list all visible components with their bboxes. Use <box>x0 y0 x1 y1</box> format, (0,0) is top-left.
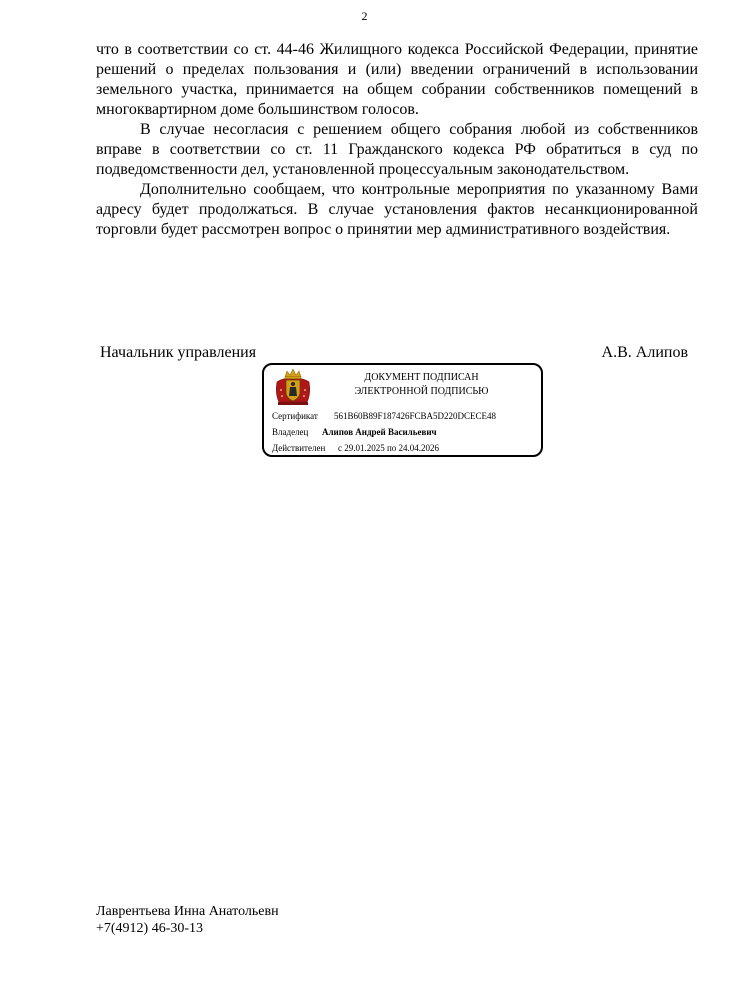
paragraph-2: В случае несогласия с решением общего собрания любой из собственников вправе в соответствии со ст. 11 Гражданского кодекса РФ обратиться в суд по подведомственности дел, установленной процессуальным законодательством. <box>96 121 698 178</box>
paragraph-3: Дополнительно сообщаем, что контрольные мероприятия по указанному Вами адресу будет продолжаться. В случае установления фактов несанкционированной торговли будет рассмотрен вопрос о принятии мер административного воздействия. <box>96 181 698 238</box>
signature-block <box>100 343 688 363</box>
executor-block <box>96 903 279 937</box>
stamp-heading-line-2: ЭЛЕКТРОННОЙ ПОДПИСЬЮ <box>354 386 489 397</box>
signer-name: А.В. Алипов <box>601 344 688 361</box>
electronic-signature-stamp <box>262 363 543 457</box>
owner-value: Алипов Андрей Васильевич <box>322 427 437 437</box>
stamp-owner-row <box>272 426 437 438</box>
certificate-label: Сертификат <box>272 411 318 421</box>
paragraph-1: что в соответствии со ст. 44-46 Жилищного кодекса Российской Федерации, принятие решений о пределах пользования и (или) введении ограничений в использовании земельного участка, принимается на общем собрании собственников помещений в многоквартирном доме большинством голосов. <box>96 41 698 118</box>
executor-name: Лаврентьева Инна Анатольевн <box>96 904 279 919</box>
stamp-heading <box>319 371 524 399</box>
validity-label: Действителен <box>272 443 326 453</box>
signer-position: Начальник управления <box>100 344 257 361</box>
coat-of-arms-emblem <box>274 368 312 408</box>
validity-value: с 29.01.2025 по 24.04.2026 <box>338 443 440 453</box>
owner-label: Владелец <box>272 427 309 437</box>
stamp-validity-row <box>272 442 439 454</box>
executor-phone: +7(4912) 46-30-13 <box>96 921 204 936</box>
page-number: 2 <box>361 9 368 23</box>
certificate-value: 561B60B89F187426FCBA5D220DCECE48 <box>334 411 497 421</box>
stamp-certificate-row <box>272 410 496 422</box>
letter-body <box>96 40 698 240</box>
stamp-heading-line-1: ДОКУМЕНТ ПОДПИСАН <box>364 372 479 383</box>
